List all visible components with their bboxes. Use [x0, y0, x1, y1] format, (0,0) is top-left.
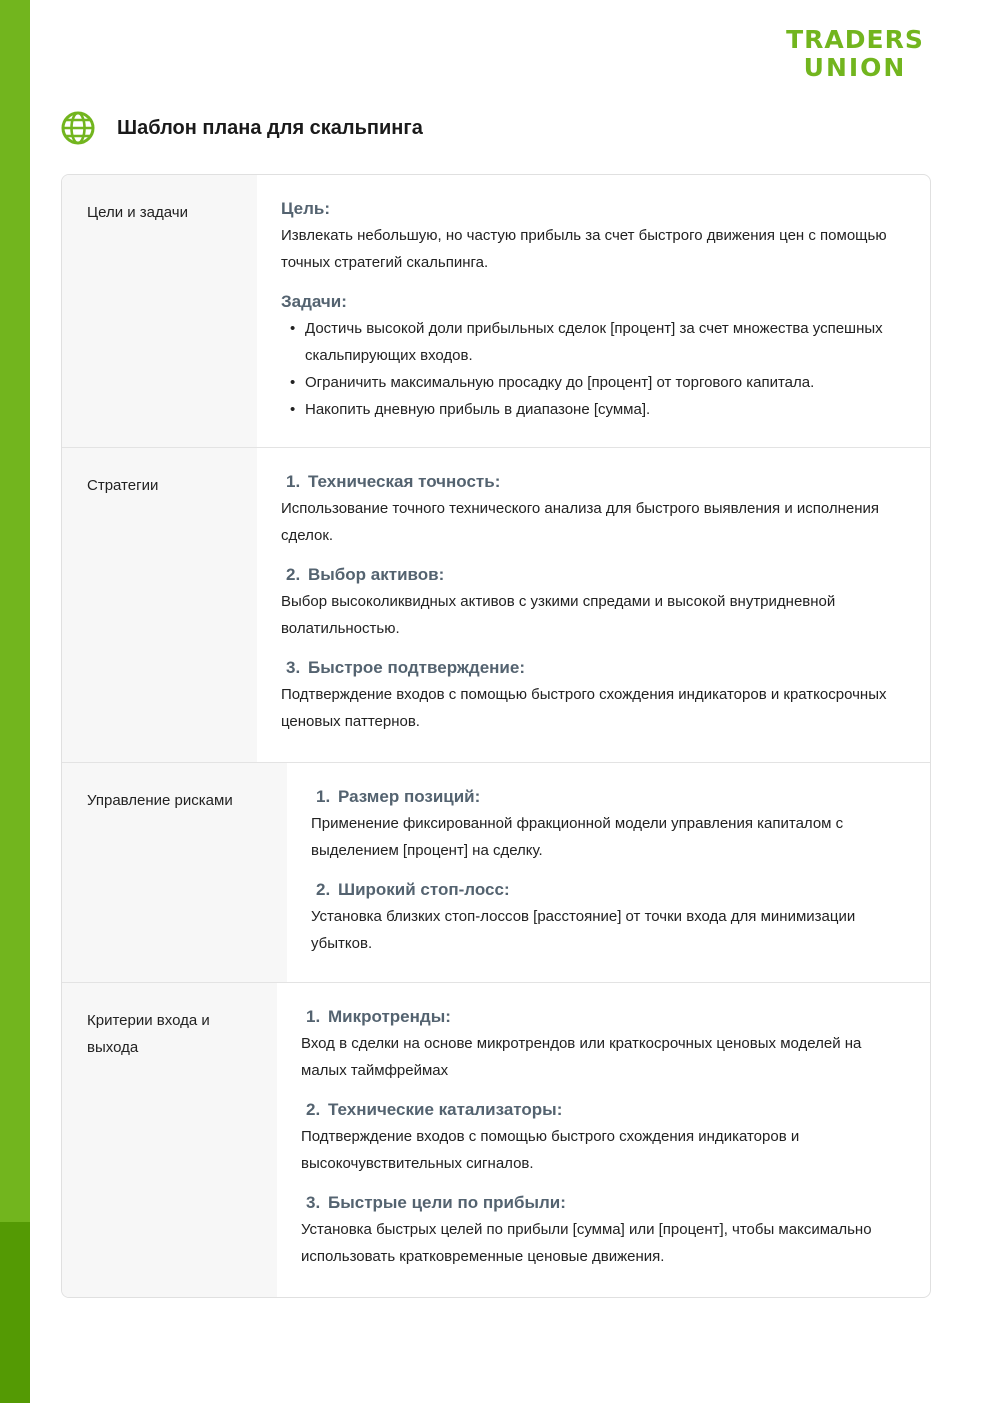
- row-content-goals: [257, 175, 930, 447]
- item-number: 2.: [306, 1100, 321, 1119]
- row-content-risk: [287, 763, 930, 982]
- item-heading: Размер позиций:: [338, 787, 481, 806]
- row-label-risk: Управление рисками: [62, 763, 287, 982]
- item-heading: Быстрые цели по прибыли:: [328, 1193, 566, 1212]
- task-text: Достичь высокой доли прибыльных сделок [процент] за счет множества успешных скальпирующих входов.: [305, 320, 883, 364]
- goal-heading: Цель:: [281, 199, 330, 218]
- page-header: [60, 110, 423, 146]
- table-row-goals: [62, 175, 930, 447]
- item-heading: Выбор активов:: [308, 565, 445, 584]
- item-text: Применение фиксированной фракционной модели управления капиталом с выделением [процент] на сделку.: [311, 815, 844, 859]
- item-heading: Микротренды:: [328, 1007, 451, 1026]
- item-text: Подтверждение входов с помощью быстрого схождения индикаторов и краткосрочных ценовых паттернов.: [281, 686, 887, 730]
- row-label-goals: Цели и задачи: [62, 175, 257, 447]
- item-text: Выбор высоколиквидных активов с узкими спредами и высокой внутридневной волатильностью.: [281, 593, 836, 637]
- task-text: Накопить дневную прибыль в диапазоне [сумма].: [305, 401, 651, 418]
- item-heading: Широкий стоп-лосс:: [338, 880, 510, 899]
- tasks-heading: Задачи:: [281, 292, 347, 311]
- table-row-risk: [62, 762, 930, 982]
- traders-union-logo: [760, 26, 950, 82]
- tasks-list: [281, 315, 910, 423]
- risk-heading: [311, 784, 910, 810]
- list-item: • Ограничить максимальную просадку до [процент] от торгового капитала.: [290, 374, 815, 391]
- item-number: 1.: [306, 1007, 321, 1026]
- side-accent-bar-bottom: [0, 1222, 30, 1403]
- criteria-heading: [301, 1004, 910, 1030]
- page-title: Шаблон плана для скальпинга: [117, 116, 423, 139]
- list-item: • Достичь высокой доли прибыльных сделок [процент] за счет множества успешных скальпирующих входов.: [290, 320, 883, 364]
- item-heading: Техническая точность:: [308, 472, 501, 491]
- item-text: Подтверждение входов с помощью быстрого схождения индикаторов и высокочувствительных сигналов.: [301, 1128, 800, 1172]
- logo-line-1: TRADERS: [786, 25, 924, 54]
- row-label-criteria: Критерии входа и выхода: [62, 983, 277, 1297]
- item-number: 2.: [316, 880, 331, 899]
- criteria-heading: [301, 1190, 910, 1216]
- item-text: Вход в сделки на основе микротрендов или краткосрочных ценовых моделей на малых таймфреймах: [301, 1035, 862, 1079]
- item-number: 1.: [316, 787, 331, 806]
- item-number: 1.: [286, 472, 301, 491]
- logo-line-2: UNION: [803, 53, 907, 82]
- item-heading: Быстрое подтверждение:: [308, 658, 525, 677]
- strategy-heading: [281, 655, 910, 681]
- item-number: 3.: [306, 1193, 321, 1212]
- table-row-criteria: [62, 982, 930, 1297]
- table-row-strategies: [62, 447, 930, 762]
- list-item: • Накопить дневную прибыль в диапазоне [сумма].: [290, 401, 651, 418]
- item-text: Установка близких стоп-лоссов [расстояние] от точки входа для минимизации убытков.: [311, 908, 856, 952]
- row-content-criteria: [277, 983, 930, 1297]
- task-text: Ограничить максимальную просадку до [процент] от торгового капитала.: [305, 374, 815, 391]
- criteria-heading: [301, 1097, 910, 1123]
- item-text: Использование точного технического анализа для быстрого выявления и исполнения сделок.: [281, 500, 880, 544]
- goal-text: Извлекать небольшую, но частую прибыль за счет быстрого движения цен с помощью точных стратегий скальпинга.: [281, 227, 887, 271]
- side-accent-bar: [0, 0, 30, 1222]
- risk-heading: [311, 877, 910, 903]
- plan-table: [61, 174, 931, 1298]
- strategy-heading: [281, 562, 910, 588]
- row-content-strategies: [257, 448, 930, 762]
- item-number: 2.: [286, 565, 301, 584]
- item-text: Установка быстрых целей по прибыли [сумма] или [процент], чтобы максимально использовать кратковременные ценовые движения.: [301, 1221, 872, 1265]
- row-label-strategies: Стратегии: [62, 448, 257, 762]
- item-number: 3.: [286, 658, 301, 677]
- item-heading: Технические катализаторы:: [328, 1100, 563, 1119]
- strategy-heading: [281, 469, 910, 495]
- globe-icon: [60, 110, 96, 146]
